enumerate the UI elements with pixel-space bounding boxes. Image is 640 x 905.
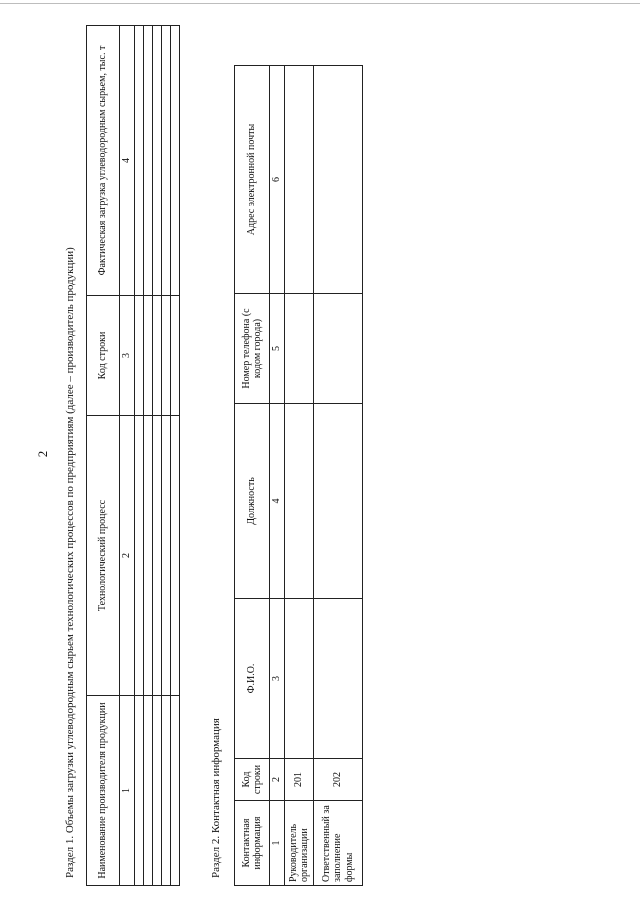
empty-cell[interactable]	[144, 696, 153, 886]
empty-cell[interactable]	[171, 296, 180, 416]
section2-title: Раздел 2. Контактная информация	[210, 718, 222, 878]
column-number-row	[270, 66, 285, 886]
column-number: 5	[270, 294, 285, 404]
table-row	[162, 26, 171, 886]
column-number: 1	[120, 696, 135, 886]
empty-cell[interactable]	[171, 416, 180, 696]
section1-table	[86, 25, 180, 886]
empty-cell[interactable]	[144, 26, 153, 296]
empty-cell[interactable]	[135, 416, 144, 696]
empty-cell[interactable]	[285, 294, 314, 404]
column-header: Должность	[235, 404, 270, 599]
empty-cell[interactable]	[314, 599, 363, 759]
table-row	[314, 66, 363, 886]
empty-cell[interactable]	[162, 696, 171, 886]
empty-cell[interactable]	[135, 26, 144, 296]
column-number: 2	[270, 759, 285, 801]
empty-cell[interactable]	[162, 296, 171, 416]
section2-table	[234, 65, 363, 886]
column-number: 3	[120, 296, 135, 416]
row-label: Руководитель организации	[285, 801, 314, 886]
empty-cell[interactable]	[314, 294, 363, 404]
column-header: Номер телефона (с кодом города)	[235, 294, 270, 404]
table-row	[144, 26, 153, 886]
empty-cell[interactable]	[153, 296, 162, 416]
empty-cell[interactable]	[285, 404, 314, 599]
column-number-row	[120, 26, 135, 886]
row-code: 201	[285, 759, 314, 801]
column-number: 4	[120, 26, 135, 296]
top-rule	[0, 3, 640, 4]
empty-cell[interactable]	[171, 26, 180, 296]
row-label: Ответственный за заполнение формы	[314, 801, 363, 886]
empty-cell[interactable]	[162, 416, 171, 696]
page-number: 2	[35, 450, 50, 458]
empty-cell[interactable]	[153, 26, 162, 296]
rotated-form	[64, 26, 364, 886]
empty-cell[interactable]	[285, 66, 314, 294]
empty-cell[interactable]	[314, 404, 363, 599]
column-number: 1	[270, 801, 285, 886]
section1-title: Раздел 1. Объемы загрузки углеводородным сырьем технологических процессов по предприятиям (далее – производитель продукции)	[64, 247, 76, 878]
table-header-row	[235, 66, 270, 886]
empty-cell[interactable]	[153, 696, 162, 886]
empty-cell[interactable]	[135, 696, 144, 886]
row-code: 202	[314, 759, 363, 801]
table-header-row	[87, 26, 120, 886]
column-header: Технологический процесс	[87, 416, 120, 696]
column-header: Ф.И.О.	[235, 599, 270, 759]
column-header: Адрес электронной почты	[235, 66, 270, 294]
empty-cell[interactable]	[135, 296, 144, 416]
empty-cell[interactable]	[144, 296, 153, 416]
column-header: Контактная информация	[235, 801, 270, 886]
column-header: Код строки	[87, 296, 120, 416]
column-number: 2	[120, 416, 135, 696]
column-header: Код строки	[235, 759, 270, 801]
column-header: Фактическая загрузка углеводородным сырьем, тыс. т	[87, 26, 120, 296]
table-row	[153, 26, 162, 886]
table-row	[171, 26, 180, 886]
empty-cell[interactable]	[153, 416, 162, 696]
empty-cell[interactable]	[171, 696, 180, 886]
table-row	[285, 66, 314, 886]
empty-cell[interactable]	[144, 416, 153, 696]
table-row	[135, 26, 144, 886]
empty-cell[interactable]	[285, 599, 314, 759]
column-number: 3	[270, 599, 285, 759]
empty-cell[interactable]	[314, 66, 363, 294]
empty-cell[interactable]	[162, 26, 171, 296]
column-number: 6	[270, 66, 285, 294]
column-header: Наименование производителя продукции	[87, 696, 120, 886]
column-number: 4	[270, 404, 285, 599]
